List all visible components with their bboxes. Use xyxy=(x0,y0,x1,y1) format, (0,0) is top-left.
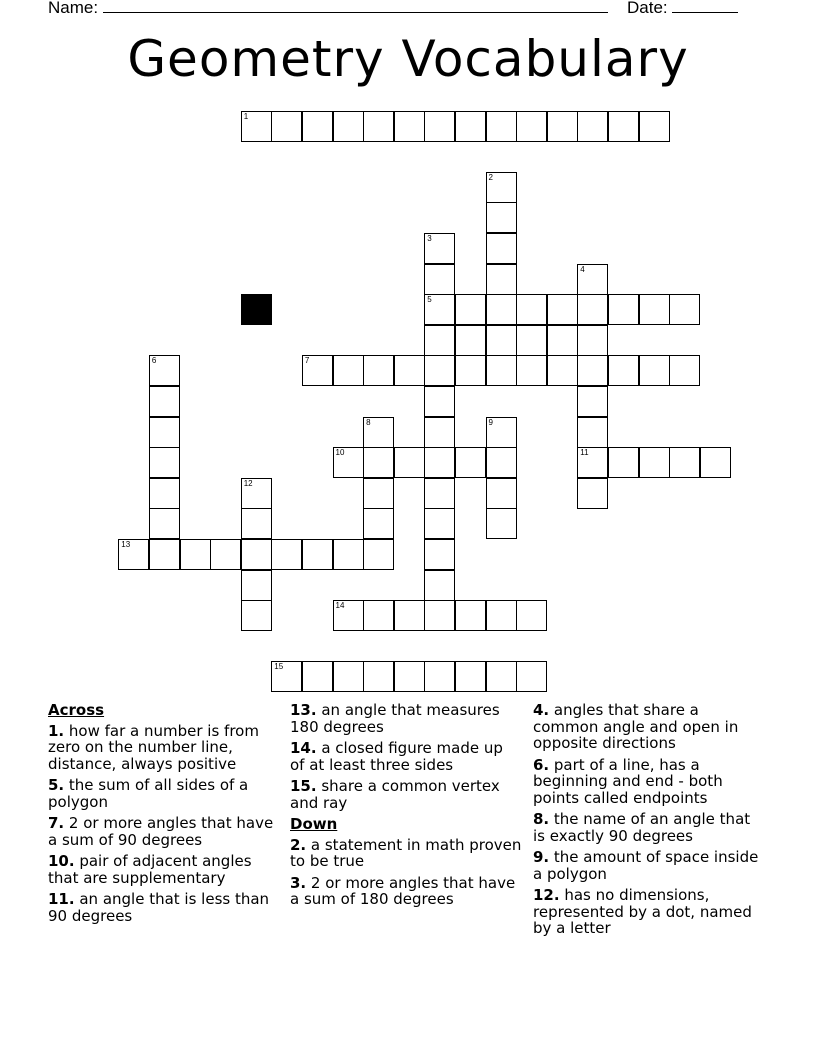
grid-cell[interactable] xyxy=(486,325,517,356)
grid-cell[interactable] xyxy=(363,111,394,142)
clues-column-3 xyxy=(533,702,765,942)
grid-cell[interactable] xyxy=(455,294,486,325)
grid-cell[interactable] xyxy=(486,417,517,448)
grid-cell[interactable] xyxy=(394,447,425,478)
grid-cell[interactable] xyxy=(241,539,272,570)
clue-number-label: 12. xyxy=(533,886,560,904)
grid-cell[interactable] xyxy=(424,447,455,478)
clue-item xyxy=(533,757,765,807)
clue-number: 13 xyxy=(121,540,131,549)
grid-cell[interactable] xyxy=(363,355,394,386)
grid-cell[interactable] xyxy=(149,417,180,448)
clue-item xyxy=(48,723,283,773)
clue-text: 2 or more angles that have a sum of 180 degrees xyxy=(290,873,516,908)
grid-cell[interactable] xyxy=(363,600,394,631)
clue-text: the sum of all sides of a polygon xyxy=(48,776,249,811)
clue-number: 6 xyxy=(151,356,157,366)
clue-number: 10 xyxy=(335,448,345,458)
grid-cell[interactable] xyxy=(669,294,700,325)
grid-cell[interactable] xyxy=(424,355,455,386)
clues-column-1 xyxy=(48,702,283,929)
clue-text: a statement in math proven to be true xyxy=(290,835,522,870)
grid-cell[interactable] xyxy=(424,325,455,356)
clue-number-label: 1. xyxy=(48,721,65,740)
grid-cell[interactable] xyxy=(639,111,670,142)
grid-cell[interactable] xyxy=(424,417,455,448)
down-clue-list-continued xyxy=(533,702,765,937)
grid-cell[interactable] xyxy=(210,539,241,570)
grid-cell[interactable] xyxy=(516,111,547,142)
grid-cell[interactable] xyxy=(486,172,517,203)
grid-cell[interactable] xyxy=(700,447,731,478)
grid-cell[interactable] xyxy=(547,111,578,142)
across-clue-list-continued xyxy=(290,702,522,811)
grid-cell[interactable] xyxy=(271,111,302,142)
grid-cell[interactable] xyxy=(363,447,394,478)
clue-number: 3 xyxy=(427,234,432,243)
grid-cell[interactable] xyxy=(424,294,455,325)
grid-cell[interactable] xyxy=(302,661,333,692)
grid-cell[interactable] xyxy=(577,417,608,448)
clue-number-label: 11. xyxy=(48,890,75,908)
grid-cell[interactable] xyxy=(577,111,608,142)
clue-item xyxy=(533,849,765,882)
grid-cell[interactable] xyxy=(486,233,517,264)
clue-number-label: 3. xyxy=(290,873,307,892)
grid-cell[interactable] xyxy=(271,539,302,570)
grid-cell[interactable] xyxy=(424,233,455,264)
grid-cell[interactable] xyxy=(241,111,272,142)
clue-item xyxy=(290,837,522,870)
grid-cell[interactable] xyxy=(394,661,425,692)
clue-number-label: 5. xyxy=(48,776,65,794)
grid-cell[interactable] xyxy=(363,417,394,448)
grid-cell[interactable] xyxy=(424,570,455,601)
grid-cell[interactable] xyxy=(608,294,639,325)
clue-text: has no dimensions, represented by a dot, named by a letter xyxy=(533,886,752,937)
grid-cell[interactable] xyxy=(577,386,608,417)
clue-item xyxy=(48,853,283,886)
clue-number-label: 15. xyxy=(290,777,317,795)
grid-cell[interactable] xyxy=(516,294,547,325)
grid-cell[interactable] xyxy=(516,661,547,692)
grid-cell[interactable] xyxy=(333,600,364,631)
clue-number: 5 xyxy=(427,295,432,305)
clue-text: an angle that is less than 90 degrees xyxy=(48,890,270,925)
across-clue-list xyxy=(48,723,283,925)
grid-cell[interactable] xyxy=(608,111,639,142)
grid-cell[interactable] xyxy=(149,508,180,539)
grid-cell[interactable] xyxy=(271,661,302,692)
clue-text: the name of an angle that is exactly 90 degrees xyxy=(533,810,751,845)
grid-cell[interactable] xyxy=(455,355,486,386)
grid-cell[interactable] xyxy=(516,600,547,631)
grid-cell[interactable] xyxy=(363,661,394,692)
grid-cell[interactable] xyxy=(424,539,455,570)
grid-cell[interactable] xyxy=(241,570,272,601)
clue-text: the amount of space inside a polygon xyxy=(533,848,759,883)
name-label: Name: xyxy=(48,0,99,17)
clue-item xyxy=(48,891,283,924)
clue-number: 2 xyxy=(488,172,493,182)
grid-cell[interactable] xyxy=(455,447,486,478)
grid-cell[interactable] xyxy=(241,478,272,509)
clue-number: 12 xyxy=(243,478,253,488)
grid-cell[interactable] xyxy=(547,355,578,386)
grid-cell[interactable] xyxy=(608,447,639,478)
grid-cell[interactable] xyxy=(333,111,364,142)
clue-item xyxy=(533,811,765,844)
grid-cell[interactable] xyxy=(577,478,608,509)
clue-item xyxy=(290,702,522,735)
grid-cell[interactable] xyxy=(363,539,394,570)
grid-cell[interactable] xyxy=(486,111,517,142)
clue-item xyxy=(290,875,522,908)
clue-item xyxy=(48,815,283,848)
grid-cell[interactable] xyxy=(577,355,608,386)
grid-cell[interactable] xyxy=(486,294,517,325)
clue-number-label: 7. xyxy=(48,814,65,832)
grid-cell[interactable] xyxy=(577,447,608,478)
clue-number: 15 xyxy=(274,662,284,672)
grid-cell[interactable] xyxy=(149,355,180,386)
grid-cell[interactable] xyxy=(486,661,517,692)
clue-item xyxy=(48,777,283,810)
grid-cell[interactable] xyxy=(669,355,700,386)
clue-number-label: 10. xyxy=(48,852,75,870)
clue-text: pair of adjacent angles that are supplementary xyxy=(48,852,252,887)
clue-number: 14 xyxy=(335,601,345,611)
grid-cell[interactable] xyxy=(424,264,455,295)
date-label: Date: xyxy=(627,0,668,17)
clue-number-label: 14. xyxy=(290,739,317,757)
grid-cell[interactable] xyxy=(149,386,180,417)
grid-cell[interactable] xyxy=(577,294,608,325)
grid-cell[interactable] xyxy=(424,478,455,509)
grid-cell[interactable] xyxy=(639,355,670,386)
clue-number: 4 xyxy=(580,264,585,274)
grid-cell[interactable] xyxy=(486,478,517,509)
grid-cell[interactable] xyxy=(424,386,455,417)
down-heading: Down xyxy=(290,815,338,833)
grid-cell[interactable] xyxy=(118,539,149,570)
clue-text: share a common vertex and ray xyxy=(290,777,500,812)
grid-cell[interactable] xyxy=(394,355,425,386)
clue-number: 9 xyxy=(488,417,493,427)
grid-cell[interactable] xyxy=(394,111,425,142)
clue-number-label: 9. xyxy=(533,848,550,866)
grid-cell[interactable] xyxy=(455,661,486,692)
page-title: Geometry Vocabulary xyxy=(127,30,689,88)
grid-cell[interactable] xyxy=(333,539,364,570)
clue-item xyxy=(290,778,522,811)
grid-cell[interactable] xyxy=(486,355,517,386)
grid-cell[interactable] xyxy=(149,478,180,509)
grid-cell[interactable] xyxy=(302,539,333,570)
grid-cell[interactable] xyxy=(608,355,639,386)
grid-cell[interactable] xyxy=(547,325,578,356)
grid-cell[interactable] xyxy=(180,539,211,570)
across-heading: Across xyxy=(48,701,105,719)
grid-cell[interactable] xyxy=(333,661,364,692)
clue-text: a closed figure made up of at least three sides xyxy=(290,739,503,774)
grid-cell[interactable] xyxy=(547,294,578,325)
grid-cell[interactable] xyxy=(394,600,425,631)
grid-cell[interactable] xyxy=(424,661,455,692)
grid-cell[interactable] xyxy=(577,264,608,295)
down-clue-list xyxy=(290,837,522,908)
grid-cell[interactable] xyxy=(302,111,333,142)
grid-cell[interactable] xyxy=(639,294,670,325)
grid-black-cell xyxy=(241,294,272,325)
clue-text: 2 or more angles that have a sum of 90 degrees xyxy=(48,814,274,849)
grid-cell[interactable] xyxy=(577,325,608,356)
grid-cell[interactable] xyxy=(424,600,455,631)
grid-cell[interactable] xyxy=(639,447,670,478)
clue-number: 8 xyxy=(366,417,371,427)
grid-cell[interactable] xyxy=(302,355,333,386)
clue-number-label: 4. xyxy=(533,701,550,719)
grid-cell[interactable] xyxy=(455,600,486,631)
grid-cell[interactable] xyxy=(455,325,486,356)
grid-cell[interactable] xyxy=(516,355,547,386)
grid-cell[interactable] xyxy=(241,600,272,631)
clue-item xyxy=(533,702,765,752)
clue-number: 7 xyxy=(304,356,310,366)
grid-cell[interactable] xyxy=(424,111,455,142)
grid-cell[interactable] xyxy=(149,539,180,570)
grid-cell[interactable] xyxy=(241,508,272,539)
clue-item xyxy=(290,740,522,773)
grid-cell[interactable] xyxy=(486,508,517,539)
clue-text: part of a line, has a beginning and end - both points called endpoints xyxy=(533,755,723,807)
grid-cell[interactable] xyxy=(424,508,455,539)
grid-cell[interactable] xyxy=(486,600,517,631)
clue-number: 1 xyxy=(243,111,249,121)
grid-cell[interactable] xyxy=(363,478,394,509)
clue-text: how far a number is from zero on the number line, distance, always positive xyxy=(48,721,259,773)
grid-cell[interactable] xyxy=(486,264,517,295)
grid-cell[interactable] xyxy=(149,447,180,478)
clue-text: angles that share a common angle and open in opposite directions xyxy=(533,701,739,752)
grid-cell[interactable] xyxy=(363,508,394,539)
grid-cell[interactable] xyxy=(333,355,364,386)
clue-number-label: 6. xyxy=(533,755,550,774)
clues-column-2 xyxy=(290,702,522,913)
grid-cell[interactable] xyxy=(333,447,364,478)
grid-cell[interactable] xyxy=(669,447,700,478)
clue-item xyxy=(533,887,765,937)
grid-cell[interactable] xyxy=(455,111,486,142)
clue-number-label: 2. xyxy=(290,835,307,854)
clue-number-label: 13. xyxy=(290,701,317,719)
grid-cell[interactable] xyxy=(516,325,547,356)
grid-cell[interactable] xyxy=(486,202,517,233)
clue-text: an angle that measures 180 degrees xyxy=(290,701,500,736)
clue-number: 11 xyxy=(580,448,589,458)
clue-number-label: 8. xyxy=(533,810,550,828)
grid-cell[interactable] xyxy=(486,447,517,478)
